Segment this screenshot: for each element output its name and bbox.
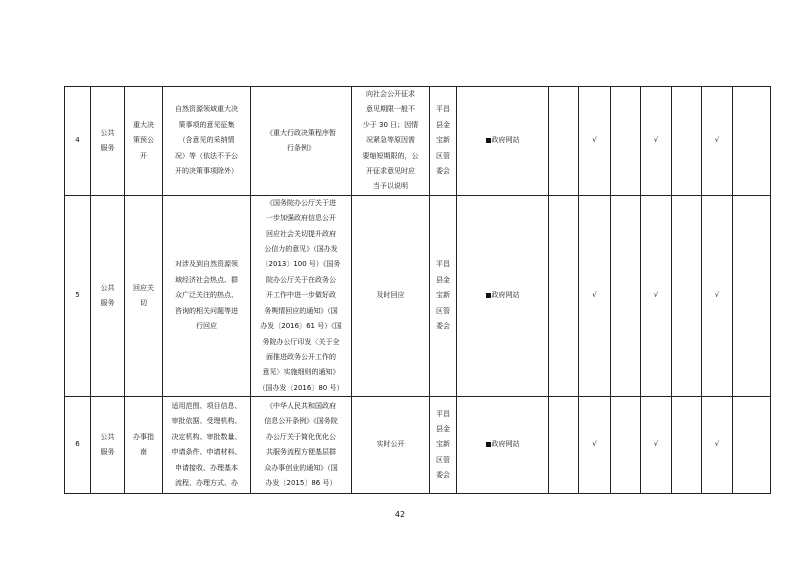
mark-cell [611, 397, 641, 494]
page-number: 42 [394, 510, 406, 519]
mark-cell: √ [579, 87, 611, 196]
subject-cell: 平昌 县金 宝新 区管 委会 [430, 87, 457, 196]
item-cell: 回应关 切 [125, 195, 163, 396]
mark-cell: √ [579, 195, 611, 396]
category-cell: 公共 服务 [91, 397, 125, 494]
time-limit-cell: 及时回应 [352, 195, 430, 396]
item-cell: 重大决 策预公 开 [125, 87, 163, 196]
content-cell: 对涉及到自然资源领 域经济社会热点、群 众广泛关注的热点、 咨询的相关问题等进 行回应 [163, 195, 251, 396]
disclosure-table [64, 86, 771, 494]
mark-cell [733, 195, 771, 396]
mark-cell: √ [702, 195, 733, 396]
mark-cell [733, 397, 771, 494]
mark-cell: √ [641, 397, 672, 494]
basis-cell: 《国务院办公厅关于进 一步加强政府信息公开 回应社会关切提升政府 公信力的意见》（国办发 〔2013〕100 号）《国务 院办公厅关于在政务公 开工作中进一步做好政 务舆情回应的通知》（国 办发〔2016〕61 号）《国 务院办公厅印发〈关于全 面推进政务公开工作的 意见〉实施细则的通知》 （国办发〔2016〕80 号） [251, 195, 352, 396]
mark-cell: √ [702, 87, 733, 196]
time-limit-cell: 实时公开 [352, 397, 430, 494]
mark-cell: √ [579, 397, 611, 494]
content-cell: 自然资源领域重大决 策事项的意见征集 （含意见的采纳情 况）等（依法不予公 开的决策事项除外） [163, 87, 251, 196]
row-number: 4 [65, 87, 91, 196]
mark-cell [672, 87, 702, 196]
square-bullet-icon [486, 138, 491, 143]
table-row [65, 195, 771, 396]
mark-cell: √ [641, 87, 672, 196]
subject-cell: 平昌 县金 宝新 区管 委会 [430, 195, 457, 396]
category-cell: 公共 服务 [91, 195, 125, 396]
row-number: 5 [65, 195, 91, 396]
time-limit-cell: 向社会公开征求 意见期限一般不 少于 30 日；因情 况紧急等原因需 要缩短期限的，公 开征求意见时应 当予以说明 [352, 87, 430, 196]
square-bullet-icon [486, 293, 491, 298]
mark-cell: √ [641, 195, 672, 396]
mark-cell [733, 87, 771, 196]
table-row [65, 87, 771, 196]
channel-cell: 政府网站 [457, 397, 549, 494]
channel-cell: 政府网站 [457, 195, 549, 396]
item-cell: 办事指 南 [125, 397, 163, 494]
category-cell: 公共 服务 [91, 87, 125, 196]
basis-cell: 《重大行政决策程序暂 行条例》 [251, 87, 352, 196]
mark-cell [672, 195, 702, 396]
mark-cell: √ [702, 397, 733, 494]
content-cell: 适用范围、项目信息、 审批依据、受理机构、 决定机构、审批数量、 申请条件、申请材料、 申请接收、办理基本 流程、办理方式、办 [163, 397, 251, 494]
mark-cell [672, 397, 702, 494]
mark-cell [549, 87, 579, 196]
row-number: 6 [65, 397, 91, 494]
basis-cell: 《中华人民共和国政府 信息公开条例》《国务院 办公厅关于简化优化公 共服务流程方便基层群 众办事创业的通知》（国 办发〔2015〕86 号） [251, 397, 352, 494]
mark-cell [549, 195, 579, 396]
mark-cell [611, 87, 641, 196]
subject-cell: 平昌 县金 宝新 区管 委会 [430, 397, 457, 494]
mark-cell [611, 195, 641, 396]
channel-cell: 政府网站 [457, 87, 549, 196]
mark-cell [549, 397, 579, 494]
square-bullet-icon [486, 442, 491, 447]
table-row [65, 397, 771, 494]
